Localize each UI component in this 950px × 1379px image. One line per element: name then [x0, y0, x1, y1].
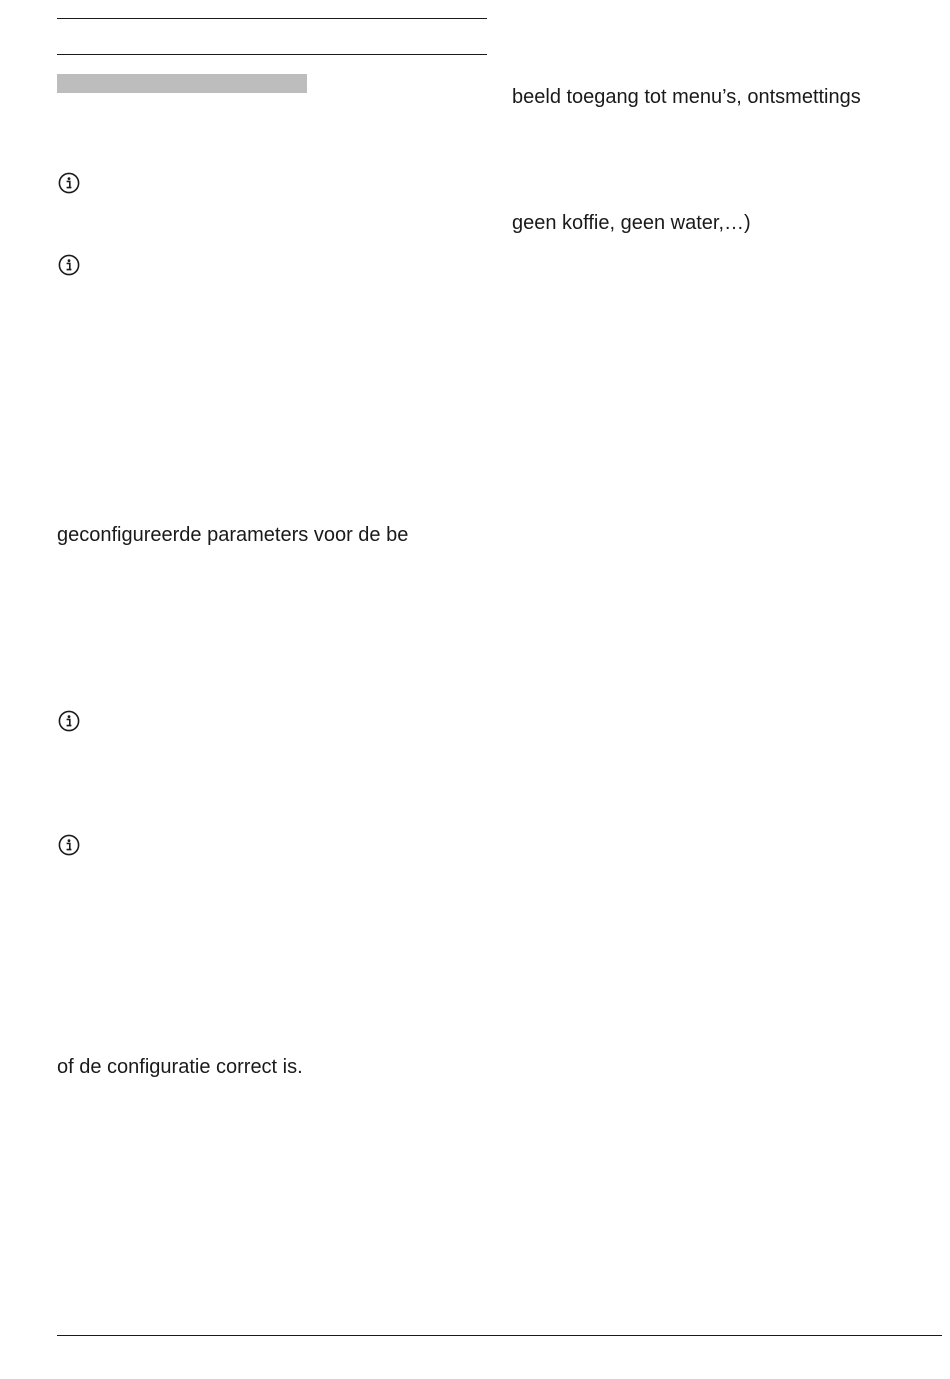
top-rule-1	[57, 18, 487, 19]
right-column-text-line: geen koffie, geen water,…)	[512, 212, 751, 234]
info-circle-icon	[58, 172, 80, 194]
left-column-text-line: of de configuratie correct is.	[57, 1056, 303, 1078]
section-heading-bar	[57, 74, 307, 93]
bottom-rule	[57, 1335, 942, 1336]
info-circle-icon	[58, 254, 80, 276]
top-rule-2	[57, 54, 487, 55]
right-column-text-line: beeld toegang tot menu’s, ontsmettings	[512, 86, 861, 108]
info-circle-icon	[58, 710, 80, 732]
info-circle-icon	[58, 834, 80, 856]
left-column-text-line: geconfigureerde parameters voor de be	[57, 524, 409, 546]
